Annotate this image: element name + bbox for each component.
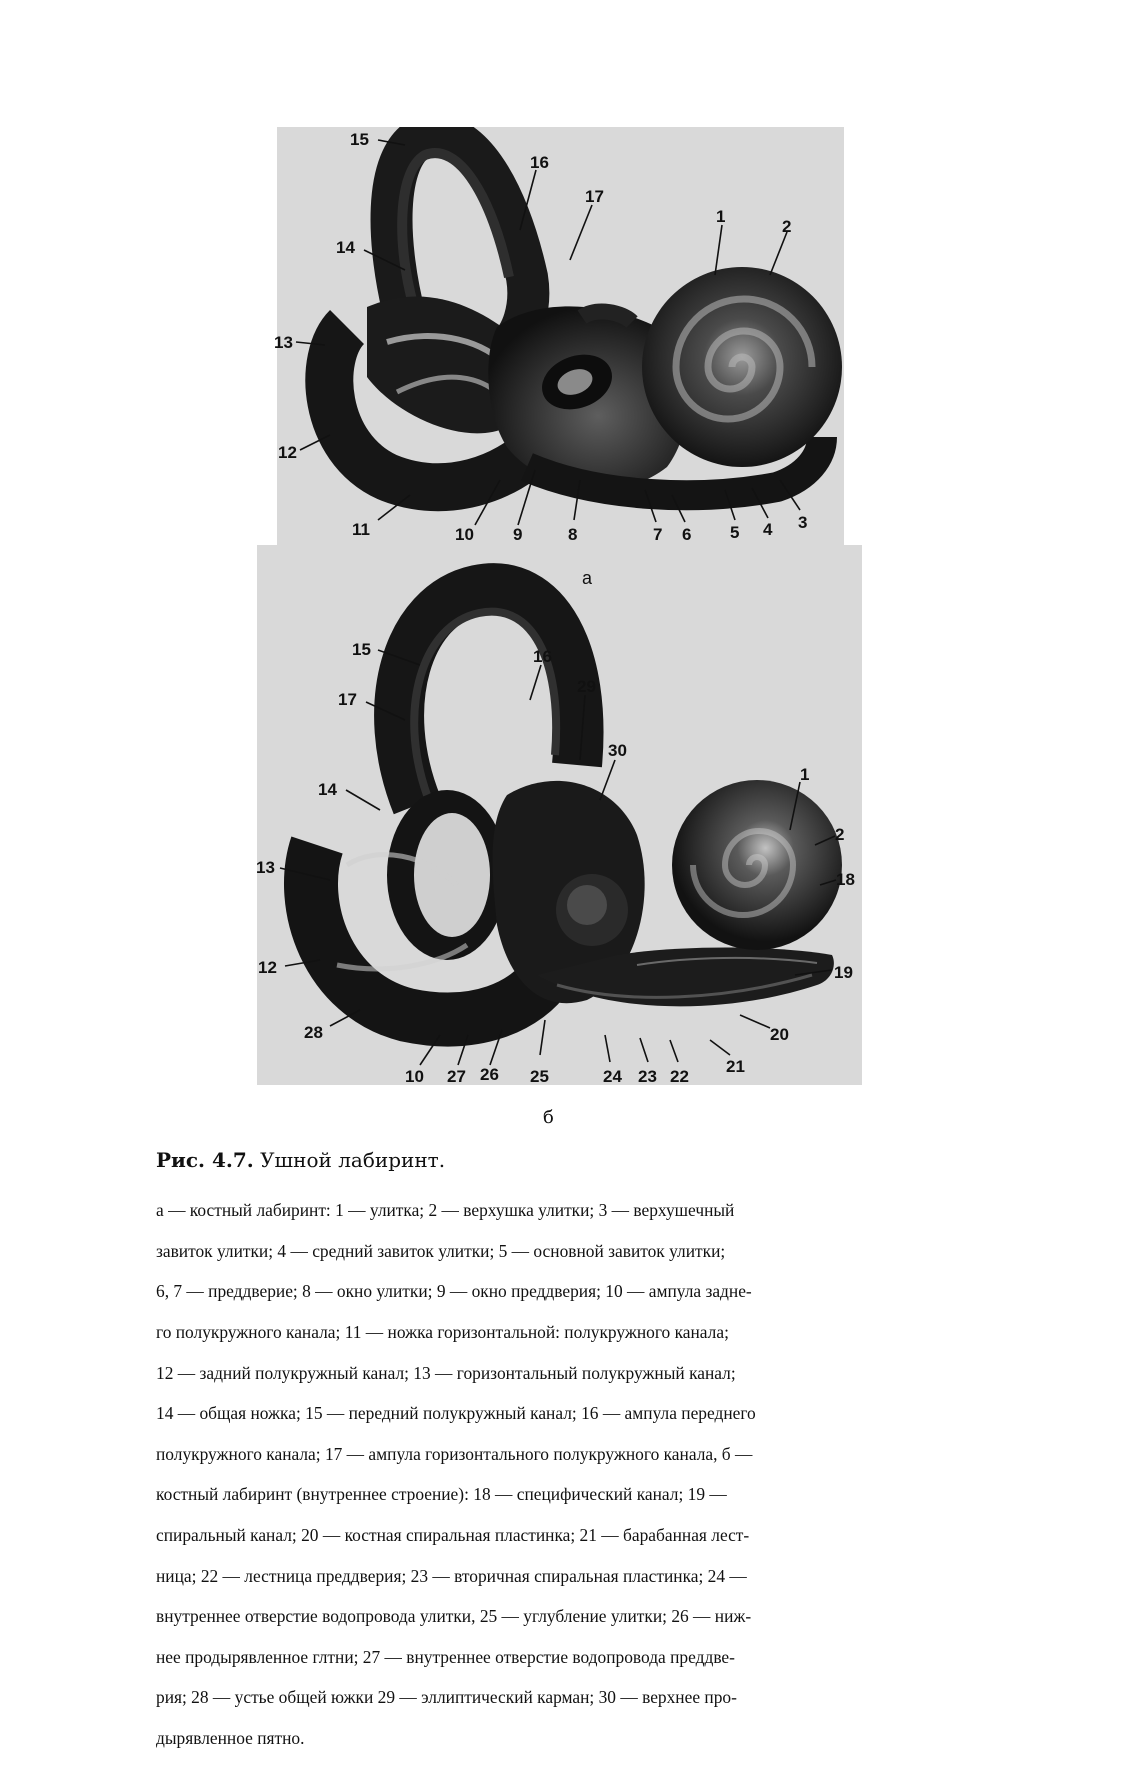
callout-b-13: 13 — [256, 858, 275, 877]
figure-number: Рис. 4.7. — [156, 1148, 254, 1172]
figure-b-illustration — [257, 545, 862, 1085]
figure-legend — [156, 1180, 986, 1769]
callout-b-25: 25 — [530, 1067, 549, 1086]
callout-a-7: 7 — [653, 525, 663, 544]
callout-b-16: 16 — [533, 647, 552, 666]
callout-b-24: 24 — [603, 1067, 622, 1086]
figure-title: Ушной лабиринт. — [253, 1148, 446, 1172]
legend-line: костный лабиринт (внутреннее строение): 18 — специфический канал; 19 — — [156, 1484, 727, 1505]
legend-line: рия; 28 — устье общей южки 29 — эллиптический карман; 30 — верхнее про- — [156, 1687, 737, 1708]
legend-line: нее продырявленное глтни; 27 — внутреннее отверстие водопровода преддве- — [156, 1646, 735, 1667]
callout-a-3: 3 — [798, 513, 808, 532]
callout-a-15: 15 — [350, 130, 369, 149]
callout-b-10: 10 — [405, 1067, 424, 1086]
panel-letter-b: б — [543, 1107, 554, 1128]
legend-line: а — костный лабиринт: 1 — улитка; 2 — верхушка улитки; 3 — верхушечный — [156, 1200, 735, 1221]
callout-b-26: 26 — [480, 1065, 499, 1084]
callout-a-14: 14 — [336, 238, 355, 257]
callout-b-30: 30 — [608, 741, 627, 760]
callout-a-11: 11 — [352, 520, 370, 539]
callout-a-5: 5 — [730, 523, 740, 542]
legend-line: спиральный канал; 20 — костная спиральная пластинка; 21 — барабанная лест- — [156, 1525, 750, 1546]
legend-line: дырявленное пятно. — [156, 1728, 305, 1749]
callout-a-1: 1 — [716, 207, 726, 226]
callout-a-13: 13 — [274, 333, 293, 352]
callout-b-14: 14 — [318, 780, 337, 799]
callout-b-1: 1 — [800, 765, 810, 784]
legend-line: 12 — задний полукружный канал; 13 — горизонтальный полукружный канал; — [156, 1362, 736, 1383]
callout-a-12: 12 — [278, 443, 297, 462]
callout-a-6: 6 — [682, 525, 692, 544]
legend-line: го полукружного канала; 11 — ножка горизонтальной: полукружного канала; — [156, 1322, 729, 1343]
callout-b-29: 29 — [577, 677, 596, 696]
callout-a-16: 16 — [530, 153, 549, 172]
callout-b-28: 28 — [304, 1023, 323, 1042]
figure-b-inner-structure — [257, 545, 862, 1085]
callout-b-23: 23 — [638, 1067, 657, 1086]
callout-a-2: 2 — [782, 217, 792, 236]
callout-b-27: 27 — [447, 1067, 466, 1086]
callout-a-4: 4 — [763, 520, 773, 539]
figure-a-bony-labyrinth — [277, 127, 844, 554]
callout-b-22: 22 — [670, 1067, 689, 1086]
figure-a-illustration — [277, 127, 844, 554]
callout-b-2: 2 — [835, 825, 845, 844]
callout-b-20: 20 — [770, 1025, 789, 1044]
panel-letter-a: а — [582, 568, 593, 588]
figure-caption-title — [156, 1148, 445, 1172]
callout-a-9: 9 — [513, 525, 523, 544]
callout-b-19: 19 — [834, 963, 853, 982]
callout-b-17: 17 — [338, 690, 357, 709]
legend-line: ница; 22 — лестница преддверия; 23 — вторичная спиральная пластинка; 24 — — [156, 1565, 747, 1586]
callout-a-17: 17 — [585, 187, 604, 206]
callout-a-10: 10 — [455, 525, 474, 544]
legend-line: 6, 7 — преддверие; 8 — окно улитки; 9 — окно преддверия; 10 — ампула задне- — [156, 1281, 752, 1302]
callout-b-12: 12 — [258, 958, 277, 977]
callout-b-21: 21 — [726, 1057, 745, 1076]
callout-a-8: 8 — [568, 525, 578, 544]
legend-line: внутреннее отверстие водопровода улитки, 25 — углубление улитки; 26 — ниж- — [156, 1606, 752, 1627]
legend-line: завиток улитки; 4 — средний завиток улитки; 5 — основной завиток улитки; — [156, 1240, 726, 1261]
callout-b-15: 15 — [352, 640, 371, 659]
legend-line: 14 — общая ножка; 15 — передний полукружный канал; 16 — ампула переднего — [156, 1403, 756, 1424]
legend-line: полукружного канала; 17 — ампула горизонтального полукружного канала, б — — [156, 1443, 753, 1464]
callout-b-18: 18 — [836, 870, 855, 889]
